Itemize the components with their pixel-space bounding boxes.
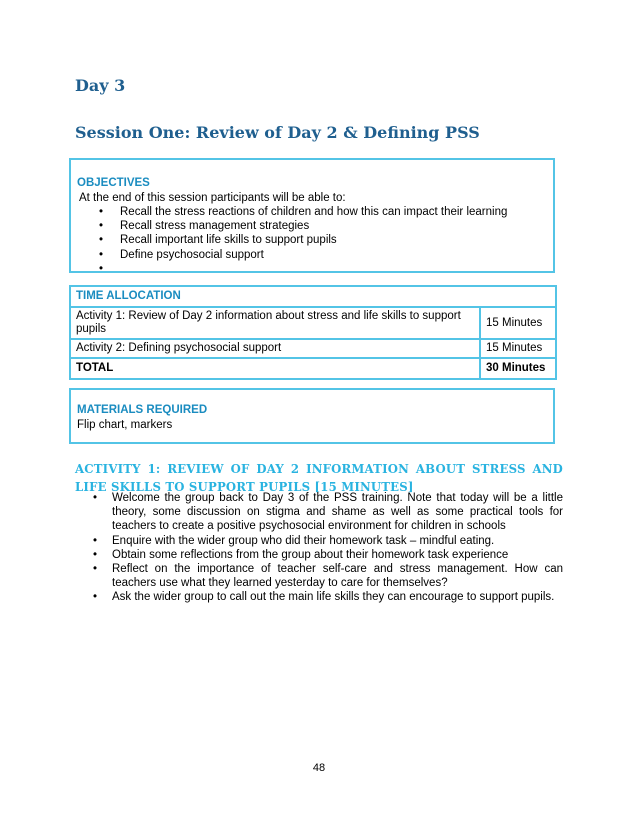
total-value: 30 Minutes (480, 358, 556, 379)
objective-text: Recall stress management strategies (120, 220, 310, 233)
bullet-icon: • (93, 591, 98, 604)
total-label: TOTAL (70, 358, 480, 379)
list-item (93, 534, 563, 548)
objective-item (99, 205, 547, 219)
bullet-icon: • (93, 548, 98, 561)
objective-item (99, 248, 547, 262)
activity-1-list (93, 491, 563, 605)
list-item-text: Obtain some reflections from the group about their homework task experience (112, 548, 509, 561)
objectives-intro: At the end of this session participants will be able to: (79, 192, 346, 204)
objectives-list (77, 205, 547, 276)
bullet-icon: • (99, 220, 104, 233)
bullet-icon: • (93, 563, 98, 576)
objectives-box (69, 158, 555, 273)
page-number: 48 (312, 762, 326, 774)
bullet-icon: • (99, 248, 104, 261)
duration-cell: 15 Minutes (480, 307, 556, 339)
list-item-text: Ask the wider group to call out the main life skills they can encourage to support pupils. (112, 591, 555, 604)
materials-text: Flip chart, markers (77, 419, 173, 431)
table-header-row (70, 286, 556, 307)
list-item-text: Welcome the group back to Day 3 of the PSS training. Note that today will be a little theory, some discussion on stigma and shame as well as some practical tools for teachers to create a positive psychosocial environment for children in schools (112, 492, 563, 533)
materials-box (69, 388, 555, 444)
objective-text: Recall important life skills to support pupils (120, 234, 337, 247)
objectives-label: OBJECTIVES (77, 177, 150, 189)
objective-text: Define psychosocial support (120, 248, 264, 261)
materials-label: MATERIALS REQUIRED (77, 404, 208, 416)
time-allocation-label: TIME ALLOCATION (70, 286, 556, 307)
activity-1-heading: ACTIVITY 1: REVIEW OF DAY 2 INFORMATION ABOUT STRESS AND LIFE SKILLS TO SUPPORT PUPILS [15 MINUTES] (75, 462, 563, 494)
table-row (70, 339, 556, 358)
objective-item (99, 233, 547, 247)
list-item-text: Reflect on the importance of teacher self-care and stress management. How can teachers use what they learned yesterday to care for themselves? (112, 563, 563, 590)
objective-text: Recall the stress reactions of children and how this can impact their learning (120, 206, 508, 218)
list-item (93, 491, 563, 534)
bullet-icon: • (93, 492, 98, 504)
activity-cell: Activity 1: Review of Day 2 information about stress and life skills to support pupils (70, 307, 480, 339)
session-heading: Session One: Review of Day 2 & Defining PSS (75, 123, 480, 142)
activity-cell: Activity 2: Defining psychosocial support (70, 339, 480, 358)
duration-cell: 15 Minutes (480, 339, 556, 358)
total-row (70, 358, 556, 379)
bullet-icon: • (99, 234, 104, 247)
list-item (93, 548, 563, 562)
bullet-icon: • (93, 534, 98, 547)
bullet-icon: • (99, 262, 104, 275)
list-item (93, 590, 563, 604)
table-row (70, 307, 556, 339)
time-allocation-table (69, 285, 557, 380)
objective-item (99, 219, 547, 233)
objective-item (99, 262, 547, 276)
bullet-icon: • (99, 206, 104, 218)
day-heading: Day 3 (75, 76, 126, 95)
list-item-text: Enquire with the wider group who did their homework task – mindful eating. (112, 534, 495, 547)
list-item (93, 562, 563, 590)
